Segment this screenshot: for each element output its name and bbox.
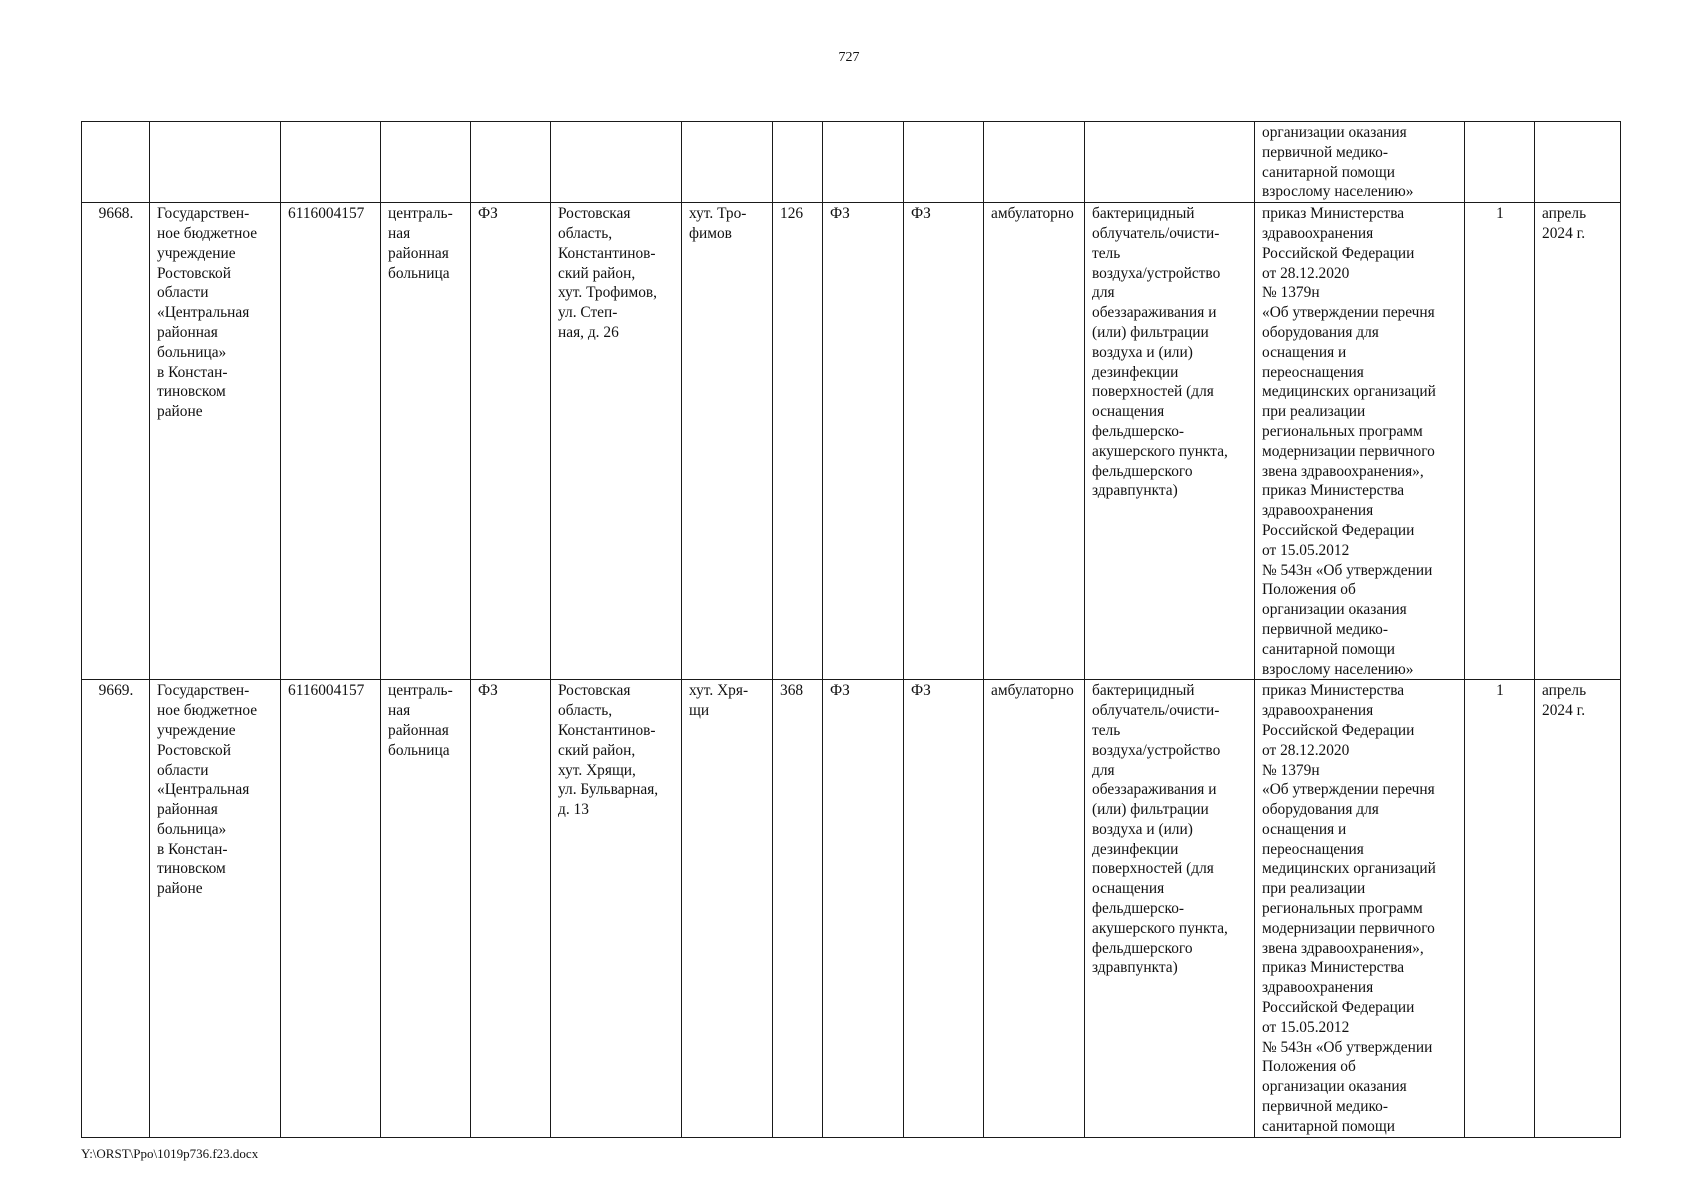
cell-locality: хут. Хря- щи xyxy=(682,680,773,1137)
cell-date: апрель 2024 г. xyxy=(1535,203,1621,680)
cell-empty xyxy=(984,122,1085,203)
cell-empty xyxy=(471,122,551,203)
cell-inn: 6116004157 xyxy=(281,680,381,1137)
cell-empty xyxy=(381,122,471,203)
table-row xyxy=(82,203,1621,680)
cell-fz: ФЗ xyxy=(904,680,984,1137)
cell-basis: приказ Министерства здравоохранения Российской Федерации от 28.12.2020 № 1379н «Об утверждении перечня оборудования для оснащения и переоснащения медицинских организаций при реализации региональных программ модернизации первичного звена здравоохранения», приказ Министерства здравоохранения Российской Федерации от 15.05.2012 № 543н «Об утверждении Положения об организации оказания первичной медико- санитарной помощи взрослому населению» xyxy=(1255,203,1465,680)
cell-empty xyxy=(281,122,381,203)
cell-address: Ростовская область, Константинов- ский район, хут. Хрящи, ул. Бульварная, д. 13 xyxy=(551,680,682,1137)
cell-empty xyxy=(904,122,984,203)
cell-basis: организации оказания первичной медико- санитарной помощи взрослому населению» xyxy=(1255,122,1465,203)
cell-basis: приказ Министерства здравоохранения Российской Федерации от 28.12.2020 № 1379н «Об утверждении перечня оборудования для оснащения и переоснащения медицинских организаций при реализации региональных программ модернизации первичного звена здравоохранения», приказ Министерства здравоохранения Российской Федерации от 15.05.2012 № 543н «Об утверждении Положения об организации оказания первичной медико- санитарной помощи xyxy=(1255,680,1465,1137)
cell-empty xyxy=(1465,122,1535,203)
cell-organization: Государствен- ное бюджетное учреждение Ростовской области «Центральная районная больница» в Констан- тиновском районе xyxy=(150,203,281,680)
cell-fz: ФЗ xyxy=(823,680,904,1137)
cell-empty xyxy=(82,122,150,203)
cell-org-type: централь- ная районная больница xyxy=(381,680,471,1137)
cell-org-type: централь- ная районная больница xyxy=(381,203,471,680)
cell-address: Ростовская область, Константинов- ский район, хут. Трофимов, ул. Степ- ная, д. 26 xyxy=(551,203,682,680)
cell-date: апрель 2024 г. xyxy=(1535,680,1621,1137)
cell-care-form: амбулаторно xyxy=(984,680,1085,1137)
cell-population: 126 xyxy=(773,203,823,680)
equipment-table xyxy=(81,121,1621,1138)
cell-population: 368 xyxy=(773,680,823,1137)
cell-empty xyxy=(1535,122,1621,203)
cell-empty xyxy=(150,122,281,203)
cell-fz: ФЗ xyxy=(471,680,551,1137)
cell-inn: 6116004157 xyxy=(281,203,381,680)
cell-empty xyxy=(682,122,773,203)
footer-file-path: Y:\ORST\Ppo\1019p736.f23.docx xyxy=(81,1146,259,1161)
cell-quantity: 1 xyxy=(1465,203,1535,680)
cell-locality: хут. Тро- фимов xyxy=(682,203,773,680)
cell-equipment: бактерицидный облучатель/очисти- тель воздуха/устройство для обеззараживания и (или) фильтрации воздуха и (или) дезинфекции поверхностей (для оснащения фельдшерско- акушерского пункта, фельдшерского здравпункта) xyxy=(1085,680,1255,1137)
cell-row-number: 9669. xyxy=(82,680,150,1137)
cell-fz: ФЗ xyxy=(904,203,984,680)
cell-fz: ФЗ xyxy=(471,203,551,680)
cell-care-form: амбулаторно xyxy=(984,203,1085,680)
cell-empty xyxy=(823,122,904,203)
cell-equipment: бактерицидный облучатель/очисти- тель воздуха/устройство для обеззараживания и (или) фильтрации воздуха и (или) дезинфекции поверхностей (для оснащения фельдшерско- акушерского пункта, фельдшерского здравпункта) xyxy=(1085,203,1255,680)
cell-fz: ФЗ xyxy=(823,203,904,680)
cell-row-number: 9668. xyxy=(82,203,150,680)
table-row xyxy=(82,680,1621,1137)
cell-organization: Государствен- ное бюджетное учреждение Ростовской области «Центральная районная больница» в Констан- тиновском районе xyxy=(150,680,281,1137)
cell-quantity: 1 xyxy=(1465,680,1535,1137)
table-row-continued xyxy=(82,122,1621,203)
cell-empty xyxy=(551,122,682,203)
cell-empty xyxy=(773,122,823,203)
cell-empty xyxy=(1085,122,1255,203)
page-number: 727 xyxy=(838,50,860,65)
